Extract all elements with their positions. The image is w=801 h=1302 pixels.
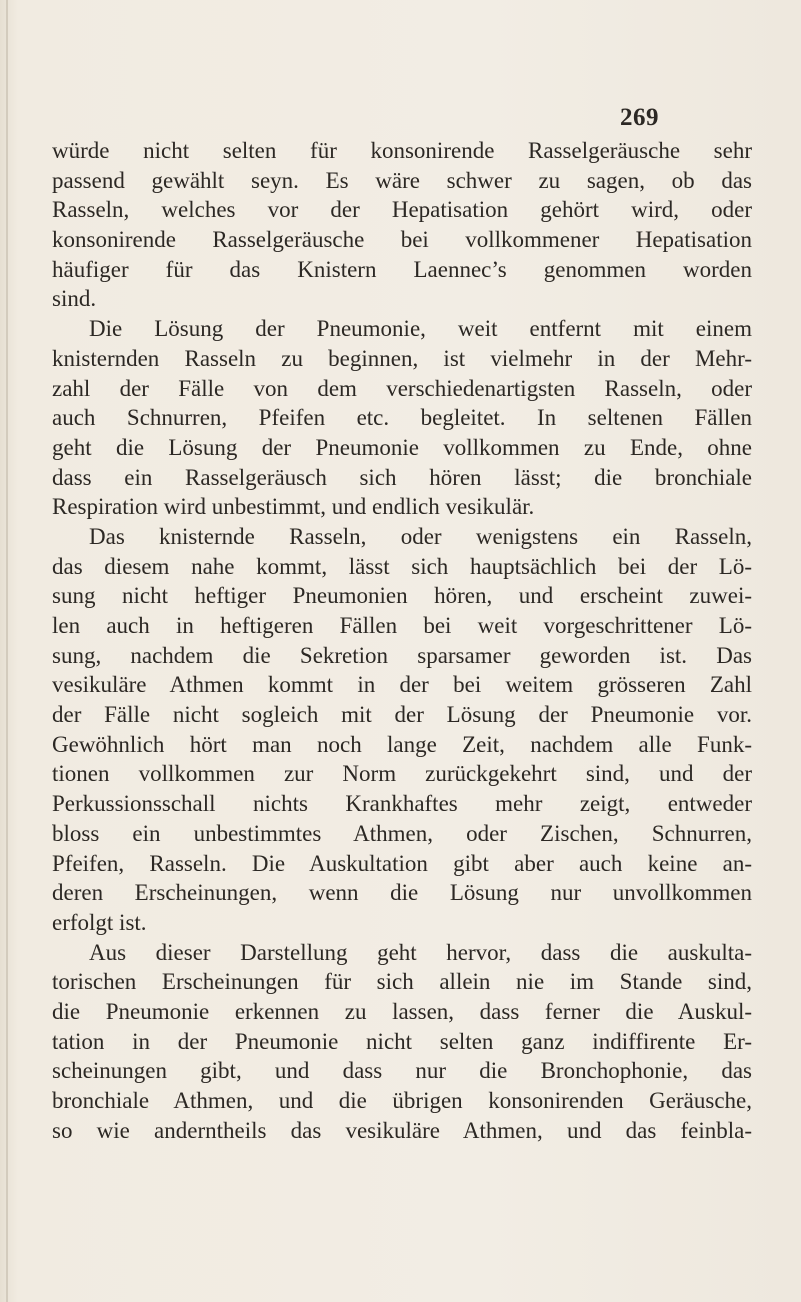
page-number: 269	[620, 104, 659, 131]
text-line: sung, nachdem die Sekretion sparsamer geworden ist. Das	[52, 642, 752, 668]
body-text	[52, 136, 752, 1145]
text-line: Das knisternde Rasseln, oder wenigstens ein Rasseln,	[89, 523, 752, 549]
text-line: sind.	[52, 286, 97, 312]
text-line: scheinungen gibt, und dass nur die Bronchophonie, das	[52, 1058, 752, 1084]
text-line: dass ein Rasselgeräusch sich hören lässt; die bronchiale	[52, 464, 752, 490]
text-line: der Fälle nicht sogleich mit der Lösung der Pneumonie vor.	[52, 702, 752, 728]
text-line: knisternden Rasseln zu beginnen, ist vielmehr in der Mehr-	[52, 345, 752, 371]
text-line: deren Erscheinungen, wenn die Lösung nur unvollkommen	[52, 880, 752, 906]
text-line: konsonirende Rasselgeräusche bei vollkommener Hepatisation	[52, 227, 752, 253]
text-line: Die Lösung der Pneumonie, weit entfernt mit einem	[89, 316, 752, 342]
text-line: geht die Lösung der Pneumonie vollkommen zu Ende, ohne	[52, 434, 752, 460]
text-line: passend gewählt seyn. Es wäre schwer zu sagen, ob das	[52, 167, 752, 193]
text-line: Respiration wird unbestimmt, und endlich vesikulär.	[52, 494, 535, 520]
text-line: zahl der Fälle von dem verschiedenartigsten Rasseln, oder	[52, 375, 752, 401]
text-line: die Pneumonie erkennen zu lassen, dass ferner die Auskul-	[52, 998, 752, 1024]
text-line: auch Schnurren, Pfeifen etc. begleitet. In seltenen Fällen	[52, 405, 752, 431]
text-line: das diesem nahe kommt, lässt sich hauptsächlich bei der Lö-	[52, 553, 752, 579]
text-line: len auch in heftigeren Fällen bei weit vorgeschrittener Lö-	[52, 613, 752, 638]
text-line: erfolgt ist.	[52, 909, 147, 935]
text-line: tation in der Pneumonie nicht selten ganz indiffirente Er-	[52, 1028, 752, 1054]
text-line: Perkussionsschall nichts Krankhaftes mehr zeigt, entweder	[52, 791, 752, 817]
text-line: Gewöhnlich hört man noch lange Zeit, nachdem alle Funk-	[52, 731, 752, 757]
text-line: häufiger für das Knistern Laennec’s genommen worden	[52, 256, 752, 282]
page-edge	[6, 0, 8, 1302]
text-line: Rasseln, welches vor der Hepatisation gehört wird, oder	[52, 197, 752, 223]
text-line: Aus dieser Darstellung geht hervor, dass die auskulta-	[89, 939, 752, 965]
text-line: bronchiale Athmen, und die übrigen konsonirenden Geräusche,	[52, 1088, 752, 1113]
text-line: tionen vollkommen zur Norm zurückgekehrt sind, und der	[52, 761, 752, 787]
text-line: torischen Erscheinungen für sich allein nie im Stande sind,	[52, 969, 752, 995]
text-line: sung nicht heftiger Pneumonien hören, und erscheint zuwei-	[52, 583, 752, 609]
text-line: Pfeifen, Rasseln. Die Auskultation gibt aber auch keine an-	[52, 850, 752, 876]
text-line: bloss ein unbestimmtes Athmen, oder Zischen, Schnurren,	[52, 820, 752, 846]
text-line: würde nicht selten für konsonirende Rasselgeräusche sehr	[52, 138, 752, 163]
text-line: so wie anderntheils das vesikuläre Athmen, und das feinbla-	[52, 1117, 752, 1143]
text-line: vesikuläre Athmen kommt in der bei weitem grösseren Zahl	[52, 672, 752, 698]
